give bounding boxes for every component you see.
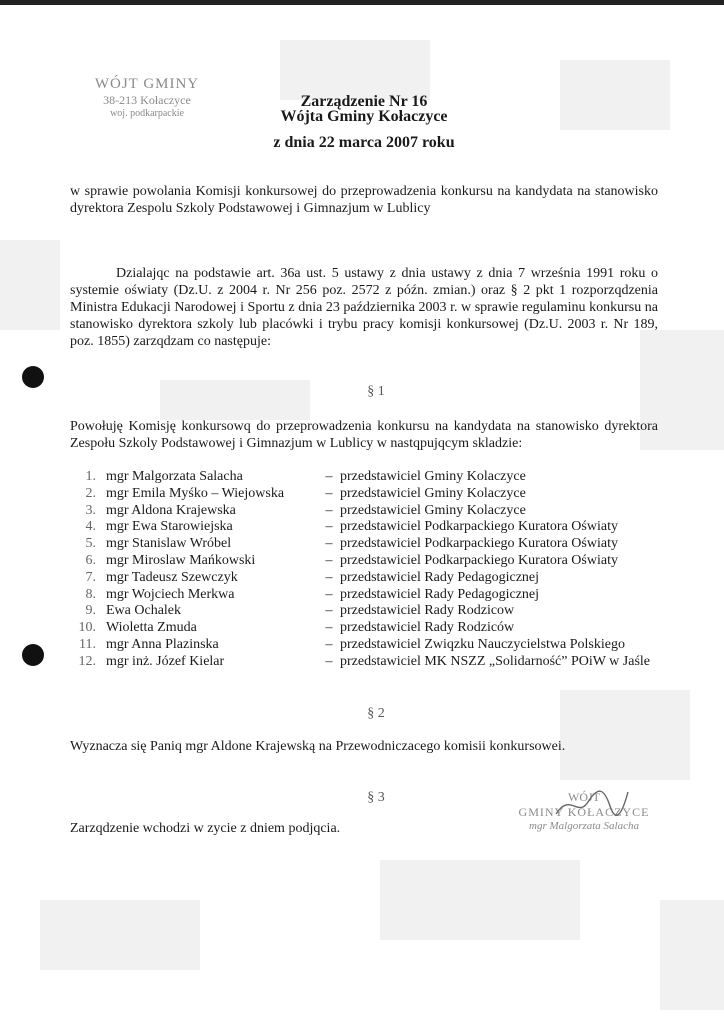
committee-member-list [70,469,660,671]
list-item [70,603,660,620]
stamp-line-2: 38-213 Kołaczyce [103,93,191,107]
scan-artifact [380,860,580,940]
office-stamp [72,76,222,119]
signature-line-2: GMINY KOŁACZYCE [518,805,650,819]
member-role: przedstawiciel Gminy Kolaczyce [340,485,526,501]
scan-artifact [0,240,60,330]
section-3-text: Zarzqdzenie wchodzi w zycie z dniem podjqcia. [70,821,341,836]
list-item [70,654,660,671]
list-item [70,570,660,587]
punch-hole-top [22,366,44,388]
member-number: 4. [85,519,96,535]
member-role: przedstawiciel Podkarpackiego Kuratora Oświaty [340,552,618,568]
list-item [70,587,660,604]
signature-line-3: mgr Malgorzata Salacha [529,820,639,832]
member-name: mgr Anna Plazinska [106,636,219,652]
member-number: 3. [85,502,96,518]
member-name: mgr Miroslaw Mańkowski [106,552,256,568]
list-item [70,486,660,503]
member-name: mgr inż. Józef Kielar [106,653,225,669]
member-role: przedstawiciel Gminy Kolaczyce [340,469,526,484]
stamp-line-1: WÓJT GMINY [94,76,200,92]
member-dash: – [325,519,333,535]
member-number: 6. [85,552,96,568]
member-role: przedstawiciel Gminy Kolaczyce [340,502,526,518]
document-date: z dnia 22 marca 2007 roku [273,134,455,151]
member-name: mgr Aldona Krajewska [106,502,236,518]
signature-line-1: WÓJT [568,790,600,804]
member-role: przedstawiciel Podkarpackiego Kuratora Oświaty [340,536,618,552]
member-name: mgr Malgorzata Salacha [106,469,243,484]
member-dash: – [325,502,333,518]
member-number: 12. [78,653,96,669]
scan-top-edge [0,0,724,5]
member-dash: – [325,636,333,652]
member-dash: – [325,469,333,484]
member-number: 2. [85,485,96,501]
member-dash: – [325,653,333,669]
member-dash: – [325,536,333,552]
list-item [70,553,660,570]
list-item [70,637,660,654]
member-number: 7. [85,569,96,585]
member-dash: – [325,620,333,636]
stamp-line-3: woj. podkarpackie [110,108,184,119]
signature-stamp [514,790,654,832]
member-dash: – [325,586,333,602]
list-item [70,536,660,553]
member-role: przedstawiciel Rady Pedagogicznej [340,569,540,585]
section-1-text: Powołuję Komisję konkursowq do przeprowadzenia konkursu na kandydata na stanowisko dyrektora Zespołu Szkoly Podstawowej i Gimnazjum w Lublicy w nastqpujqcym skladzie: [70,419,658,451]
section-2-text: Wyznacza się Paniq mgr Aldone Krajewską na Przewodniczacego komisii konkursowei. [70,739,566,754]
scan-artifact [160,380,310,420]
member-number: 1. [85,469,96,484]
legal-basis-paragraph: Dzialajqc na podstawie art. 36a ust. 5 ustawy z dnia ustawy z dnia 7 września 1991 roku o systemie oświaty (Dz.U. z 2004 r. Nr 256 poz. 2572 z późn. zmian.) oraz § 2 pkt 1 rozporzqdzenia Ministra Edukacji Narodowej i Sportu z dnia 23 października 2003 r. w sprawie regulaminu konkursu na stanowisko dyrektora szkoly lub placówki i trybu pracy komisji konkursowej (Dz.U. 2003 r. Nr 189, poz. 1855) zarzqdzam co następuje: [70,266,658,349]
member-name: mgr Emila Myśko – Wiejowska [106,485,285,501]
member-role: przedstawiciel MK NSZZ „Solidarność” POiW w Jaśle [340,653,651,669]
section-3-mark: § 3 [367,790,385,805]
list-item [70,620,660,637]
scan-artifact [40,900,200,970]
member-number: 5. [85,536,96,552]
scan-artifact [560,690,690,780]
member-number: 11. [79,636,96,652]
member-number: 10. [78,620,96,636]
member-name: mgr Stanislaw Wróbel [106,536,232,552]
member-dash: – [325,485,333,501]
member-number: 8. [85,586,96,602]
punch-hole-bottom [22,644,44,666]
subject-paragraph: w sprawie powolania Komisji konkursowej do przeprowadzenia konkursu na kandydata na stanowisko dyrektora Zespolu Szkoly Podstawowej i Gimnazjum w Lublicy [70,184,658,216]
member-name: mgr Tadeusz Szewczyk [106,569,238,585]
list-item [70,469,660,486]
section-1-mark: § 1 [367,384,385,399]
member-dash: – [325,603,333,619]
document-title: Zarządzenie Nr 16 [300,93,428,110]
scan-artifact [660,900,724,1010]
member-role: przedstawiciel Rady Rodziców [340,620,515,636]
member-dash: – [325,552,333,568]
member-name: mgr Wojciech Merkwa [106,586,235,602]
member-name: Wioletta Zmuda [106,620,197,636]
member-role: przedstawiciel Zwiqzku Nauczycielstwa Polskiego [340,636,625,652]
document-subtitle: Wójta Gminy Kołaczyce [280,108,448,125]
section-2-mark: § 2 [367,706,385,721]
scan-artifact [280,40,430,100]
member-name: Ewa Ochalek [106,603,182,619]
list-item [70,503,660,520]
member-role: przedstawiciel Rady Rodzicow [340,603,515,619]
scan-artifact [560,60,670,130]
member-role: przedstawiciel Podkarpackiego Kuratora Oświaty [340,519,618,535]
member-dash: – [325,569,333,585]
member-number: 9. [85,603,96,619]
member-name: mgr Ewa Starowiejska [106,519,233,535]
member-role: przedstawiciel Rady Pedagogicznej [340,586,540,602]
list-item [70,519,660,536]
handwritten-signature-icon [552,784,632,824]
